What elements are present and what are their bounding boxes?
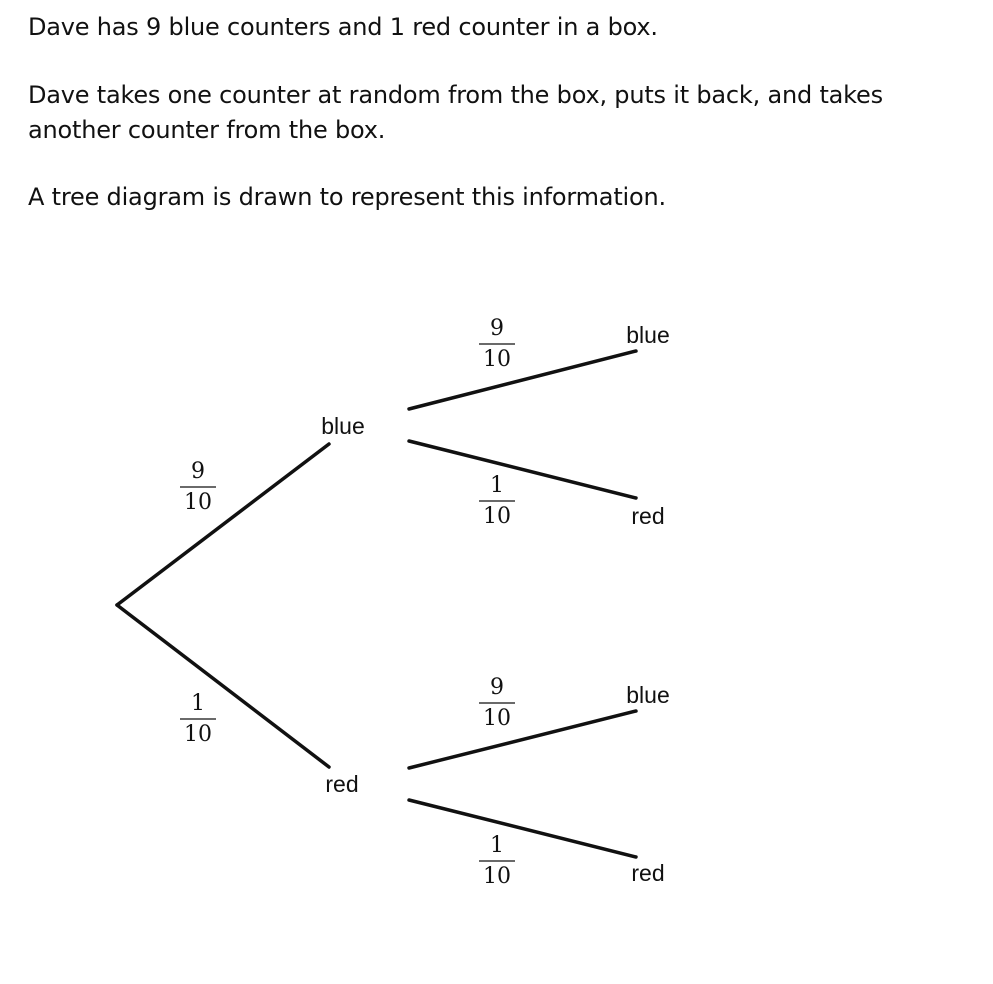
node-label-red-red: red [631,860,665,886]
prob-first-red [180,691,216,747]
question-text-1: Dave has 9 blue counters and 1 red counter in a box. [28,13,658,41]
prob-blue-blue [479,316,515,372]
node-label-blue-blue: blue [626,322,670,348]
branch-first-red [117,605,329,767]
branch-blue-blue [409,351,636,409]
question-text-3: A tree diagram is drawn to represent this information. [28,183,666,211]
prob-red-blue-denominator: 10 [483,706,511,731]
prob-red-red-numerator: 1 [490,833,504,858]
prob-red-blue-numerator: 9 [490,675,504,700]
prob-first-blue-numerator: 9 [191,459,205,484]
branch-red-red [409,800,636,857]
prob-first-red-denominator: 10 [184,722,212,747]
branch-first-blue [117,444,329,605]
branch-red-blue [409,711,636,768]
prob-blue-blue-denominator: 10 [483,347,511,372]
prob-blue-red-numerator: 1 [490,473,504,498]
prob-blue-red [479,473,515,529]
branch-blue-red [409,441,636,498]
question-text-2: Dave takes one counter at random from the box, puts it back, and takes another counter from the box. [28,81,883,144]
node-label-first-red: red [325,771,359,797]
node-label-first-blue: blue [321,413,365,439]
prob-first-blue [180,459,216,515]
prob-red-blue [479,675,515,731]
prob-first-red-numerator: 1 [191,691,205,716]
prob-first-blue-denominator: 10 [184,490,212,515]
prob-red-red-denominator: 10 [483,864,511,889]
prob-blue-red-denominator: 10 [483,504,511,529]
node-label-blue-red: red [631,503,665,529]
prob-blue-blue-numerator: 9 [490,316,504,341]
node-label-red-blue: blue [626,682,670,708]
prob-red-red [479,833,515,889]
